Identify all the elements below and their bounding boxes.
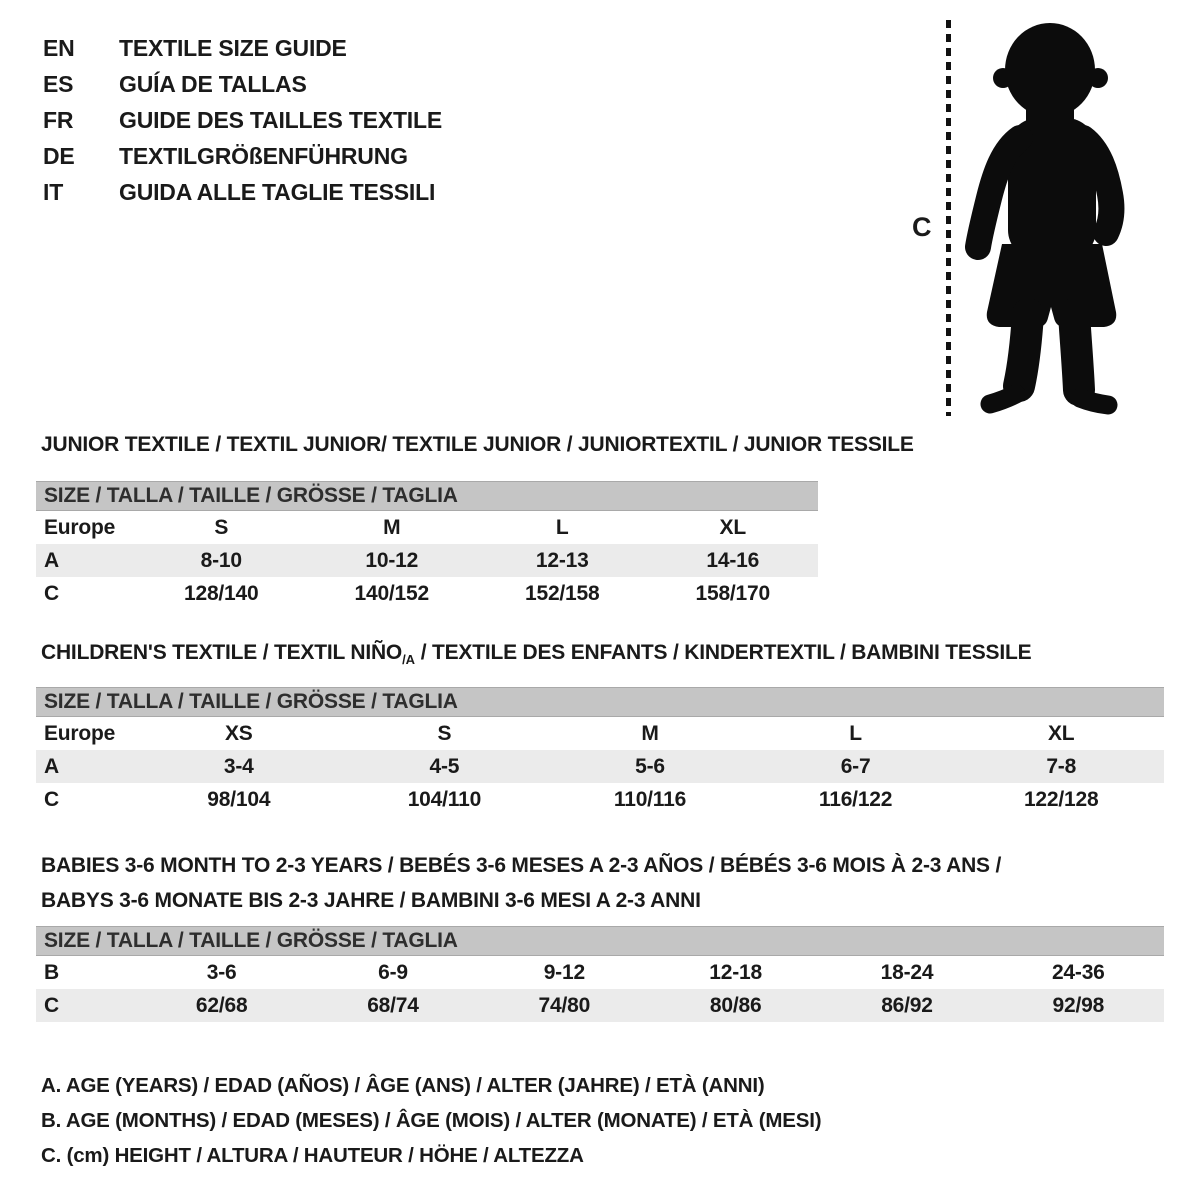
- table-row-height: [36, 577, 818, 610]
- row-label: C: [44, 581, 59, 605]
- row-label: C: [44, 993, 59, 1017]
- table-cell: 5-6: [635, 754, 665, 778]
- footnote-legend: [41, 1068, 821, 1173]
- row-label: Europe: [44, 721, 116, 745]
- table-cell: 122/128: [1023, 787, 1099, 811]
- row-label: C: [44, 787, 59, 811]
- table-row-europe: [36, 511, 818, 544]
- table-row-height: [36, 989, 1164, 1022]
- table-cell: 3-6: [206, 960, 237, 984]
- language-row-de: [43, 138, 442, 174]
- table-cell: 110/116: [613, 787, 687, 811]
- table-cell: 158/170: [695, 581, 770, 605]
- height-measure-figure: [900, 16, 1155, 420]
- height-dashed-line: [946, 20, 951, 416]
- footnote-a: A. AGE (YEARS) / EDAD (AÑOS) / ÂGE (ANS) / ALTER (JAHRE) / ETÀ (ANNI): [41, 1074, 765, 1097]
- table-cell: 12-13: [535, 548, 589, 572]
- table-row-europe: [36, 717, 1164, 750]
- table-cell: 24-36: [1051, 960, 1105, 984]
- table-cell: S: [214, 515, 229, 539]
- size-header-bar: SIZE / TALLA / TAILLE / GRÖSSE / TAGLIA: [36, 687, 1164, 717]
- children-title-subscript: /A: [402, 652, 416, 667]
- language-row-fr: [43, 102, 442, 138]
- guide-title-de: TEXTILGRÖßENFÜHRUNG: [119, 143, 408, 169]
- junior-size-table: [36, 481, 818, 610]
- footnote-b: B. AGE (MONTHS) / EDAD (MESES) / ÂGE (MOIS) / ALTER (MONATE) / ETÀ (MESI): [41, 1109, 822, 1132]
- table-row-height: [36, 783, 1164, 816]
- language-code: ES: [43, 71, 74, 97]
- babies-title-line2: BABYS 3-6 MONATE BIS 2-3 JAHRE / BAMBINI 3-6 MESI A 2-3 ANNI: [41, 889, 701, 912]
- junior-section-title: JUNIOR TEXTILE / TEXTIL JUNIOR/ TEXTILE JUNIOR / JUNIORTEXTIL / JUNIOR TESSILE: [41, 433, 914, 456]
- language-row-es: [43, 66, 442, 102]
- table-cell: 14-16: [706, 548, 760, 572]
- table-cell: M: [383, 515, 401, 539]
- babies-size-table: [36, 926, 1164, 1022]
- guide-title-en: TEXTILE SIZE GUIDE: [119, 35, 347, 61]
- language-row-it: [43, 174, 442, 210]
- table-row-age-years: [36, 750, 1164, 783]
- table-row-age-years: [36, 544, 818, 577]
- table-cell: 9-12: [543, 960, 585, 984]
- table-cell: S: [437, 721, 452, 745]
- table-cell: 116/122: [818, 787, 893, 811]
- table-row-age-months: [36, 956, 1164, 989]
- table-cell: 86/92: [881, 993, 933, 1017]
- table-cell: 8-10: [200, 548, 242, 572]
- language-code: FR: [43, 107, 74, 133]
- toddler-silhouette-icon: [958, 16, 1138, 418]
- guide-title-es: GUÍA DE TALLAS: [119, 71, 307, 97]
- table-cell: 80/86: [709, 993, 762, 1017]
- table-cell: 104/110: [407, 787, 482, 811]
- row-label: Europe: [44, 515, 116, 539]
- babies-section-title: [41, 848, 1001, 918]
- table-cell: 10-12: [365, 548, 419, 572]
- table-cell: 128/140: [183, 581, 259, 605]
- language-code: EN: [43, 35, 75, 61]
- table-cell: 6-7: [840, 754, 871, 778]
- row-label: A: [44, 548, 59, 572]
- language-row-en: [43, 30, 442, 66]
- children-title-suffix: / TEXTILE DES ENFANTS / KINDERTEXTIL / BAMBINI TESSILE: [415, 641, 1032, 664]
- table-cell: 98/104: [207, 787, 271, 811]
- table-cell: 7-8: [1046, 754, 1077, 778]
- babies-title-line1: BABIES 3-6 MONTH TO 2-3 YEARS / BEBÉS 3-6 MESES A 2-3 AÑOS / BÉBÉS 3-6 MOIS À 2-3 ANS /: [41, 854, 1002, 877]
- table-cell: 74/80: [538, 993, 591, 1017]
- table-cell: 92/98: [1052, 993, 1105, 1017]
- table-cell: 18-24: [880, 960, 934, 984]
- table-cell: 140/152: [354, 581, 429, 605]
- size-header-bar: SIZE / TALLA / TAILLE / GRÖSSE / TAGLIA: [36, 481, 818, 511]
- row-label: A: [44, 754, 59, 778]
- table-cell: 62/68: [195, 993, 248, 1017]
- row-label: B: [44, 960, 59, 984]
- table-cell: 4-5: [429, 754, 460, 778]
- table-cell: M: [641, 721, 659, 745]
- table-cell: XL: [719, 515, 746, 539]
- table-cell: 3-4: [223, 754, 254, 778]
- measure-c-label: C: [912, 212, 932, 242]
- table-cell: XL: [1047, 721, 1075, 745]
- table-cell: 68/74: [367, 993, 419, 1017]
- children-title-prefix: CHILDREN'S TEXTILE / TEXTIL NIÑO: [41, 641, 403, 664]
- footnote-c: C. (cm) HEIGHT / ALTURA / HAUTEUR / HÖHE / ALTEZZA: [41, 1144, 584, 1167]
- table-cell: L: [555, 515, 569, 539]
- children-size-table: [36, 687, 1164, 816]
- language-code: IT: [43, 179, 64, 205]
- table-cell: 12-18: [709, 960, 763, 984]
- language-code: DE: [43, 143, 75, 169]
- guide-title-fr: GUIDE DES TAILLES TEXTILE: [119, 107, 442, 133]
- table-cell: XS: [224, 721, 253, 745]
- size-header-bar: SIZE / TALLA / TAILLE / GRÖSSE / TAGLIA: [36, 926, 1164, 956]
- language-title-block: [43, 30, 442, 210]
- table-cell: 152/158: [524, 581, 600, 605]
- table-cell: 6-9: [378, 960, 408, 984]
- table-cell: L: [849, 721, 862, 745]
- guide-title-it: GUIDA ALLE TAGLIE TESSILI: [119, 179, 436, 205]
- children-section-title: [41, 641, 1031, 667]
